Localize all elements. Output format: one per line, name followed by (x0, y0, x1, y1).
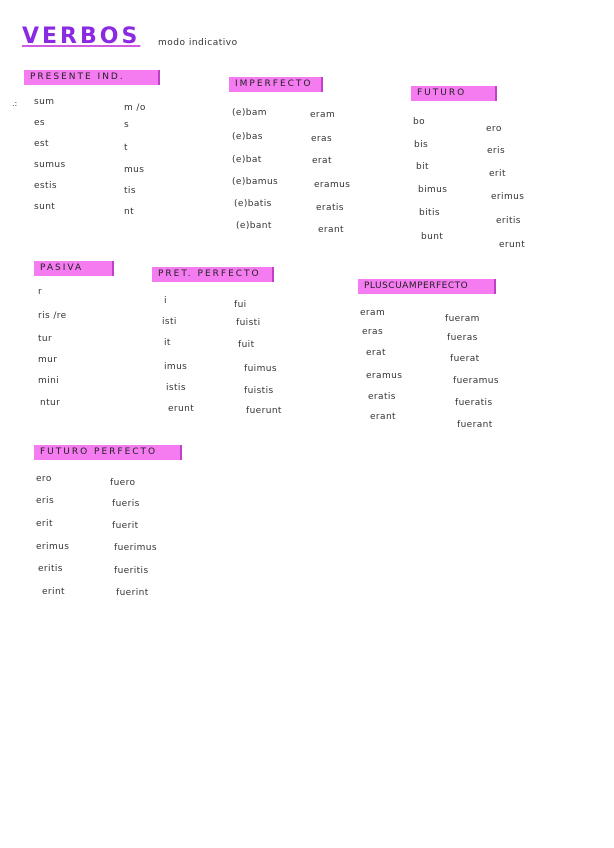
word-futuro-1-5: bitis (419, 208, 440, 218)
word-futuro-2-6: erunt (499, 240, 526, 250)
word-pret-1-6: erunt (168, 404, 195, 414)
margin-mark: .: (12, 99, 18, 108)
word-presente-1-6: sunt (34, 202, 56, 212)
heading-pasiva: PASIVA (34, 261, 114, 276)
word-futuro-1-1: bo (413, 117, 426, 127)
word-futperf-2-5: fueritis (114, 566, 149, 576)
word-imperfecto-2-1: eram (310, 110, 336, 120)
heading-futuro: FUTURO (411, 86, 497, 101)
word-futperf-2-2: fueris (112, 499, 140, 509)
word-imperfecto-2-2: eras (311, 134, 333, 144)
word-plus-2-4: fueramus (453, 376, 499, 386)
word-pret-2-6: fuerunt (246, 406, 282, 416)
heading-presente: PRESENTE IND. (24, 70, 160, 85)
word-pret-2-3: fuit (238, 340, 255, 350)
word-pret-1-1: i (164, 296, 167, 306)
word-pasiva-3: tur (38, 334, 53, 344)
word-pret-1-3: it (164, 338, 171, 348)
word-pasiva-1: r (38, 287, 43, 297)
word-futperf-1-4: erimus (36, 542, 70, 552)
word-plus-1-1: eram (360, 308, 386, 318)
word-futuro-1-4: bimus (418, 185, 448, 195)
word-plus-2-3: fuerat (450, 354, 480, 364)
word-presente-2-5: tis (124, 186, 136, 196)
word-presente-1-2: es (34, 118, 46, 128)
word-presente-2-3: t (124, 143, 128, 153)
word-pret-1-2: isti (162, 317, 177, 327)
word-presente-2-1: m /o (124, 103, 146, 113)
word-futuro-2-2: eris (487, 146, 506, 156)
word-futperf-2-6: fuerint (116, 588, 149, 598)
word-imperfecto-1-1: (e)bam (232, 108, 267, 118)
word-plus-1-3: erat (366, 348, 386, 358)
word-presente-1-5: estis (34, 181, 57, 191)
word-plus-2-5: fueratis (455, 398, 493, 408)
heading-pluscuamperfecto: PLUSCUAMPERFECTO (358, 279, 496, 294)
word-futuro-2-4: erimus (491, 192, 525, 202)
word-futuro-1-2: bis (414, 140, 429, 150)
word-futperf-1-5: eritis (38, 564, 63, 574)
word-pret-1-4: imus (164, 362, 188, 372)
word-pasiva-2: ris /re (38, 311, 67, 321)
heading-futuro-perfecto: FUTURO PERFECTO (34, 445, 182, 460)
word-presente-2-4: mus (124, 165, 145, 175)
word-presente-1-1: sum (34, 97, 55, 107)
word-imperfecto-1-4: (e)bamus (232, 177, 279, 187)
word-futuro-2-5: eritis (496, 216, 521, 226)
word-futperf-2-1: fuero (110, 478, 136, 488)
page-title: VERBOS (22, 24, 141, 49)
word-pret-2-1: fui (234, 300, 247, 310)
word-plus-1-4: eramus (366, 371, 403, 381)
word-imperfecto-2-5: eratis (316, 203, 344, 213)
word-imperfecto-2-3: erat (312, 156, 332, 166)
word-pasiva-6: ntur (40, 398, 61, 408)
heading-pret-perfecto: PRET. PERFECTO (152, 267, 274, 282)
heading-imperfecto: IMPERFECTO (229, 77, 323, 92)
word-plus-2-2: fueras (447, 333, 478, 343)
word-futuro-2-3: erit (489, 169, 506, 179)
word-pasiva-4: mur (38, 355, 58, 365)
word-imperfecto-1-2: (e)bas (232, 132, 263, 142)
word-futuro-2-1: ero (486, 124, 502, 134)
word-pret-1-5: istis (166, 383, 186, 393)
word-futperf-1-1: ero (36, 474, 52, 484)
word-presente-1-4: sumus (34, 160, 66, 170)
word-futperf-2-4: fuerimus (114, 543, 157, 553)
word-imperfecto-2-4: eramus (314, 180, 351, 190)
word-plus-2-6: fuerant (457, 420, 493, 430)
word-presente-1-3: est (34, 139, 49, 149)
word-plus-1-2: eras (362, 327, 384, 337)
word-imperfecto-2-6: erant (318, 225, 344, 235)
word-pasiva-5: mini (38, 376, 60, 386)
word-plus-1-5: eratis (368, 392, 396, 402)
word-futuro-1-6: bunt (421, 232, 444, 242)
word-plus-1-6: erant (370, 412, 396, 422)
word-imperfecto-1-3: (e)bat (232, 155, 262, 165)
word-pret-2-2: fuisti (236, 318, 261, 328)
word-imperfecto-1-6: (e)bant (236, 221, 272, 231)
word-futperf-2-3: fuerit (112, 521, 139, 531)
word-imperfecto-1-5: (e)batis (234, 199, 272, 209)
word-futuro-1-3: bit (416, 162, 429, 172)
word-futperf-1-2: eris (36, 496, 55, 506)
word-pret-2-4: fuimus (244, 364, 277, 374)
word-presente-2-6: nt (124, 207, 135, 217)
word-futperf-1-6: erint (42, 587, 65, 597)
word-plus-2-1: fueram (445, 314, 480, 324)
word-futperf-1-3: erit (36, 519, 53, 529)
word-presente-2-2: s (124, 120, 130, 130)
page-subtitle: modo indicativo (158, 38, 238, 48)
word-pret-2-5: fuistis (244, 386, 274, 396)
